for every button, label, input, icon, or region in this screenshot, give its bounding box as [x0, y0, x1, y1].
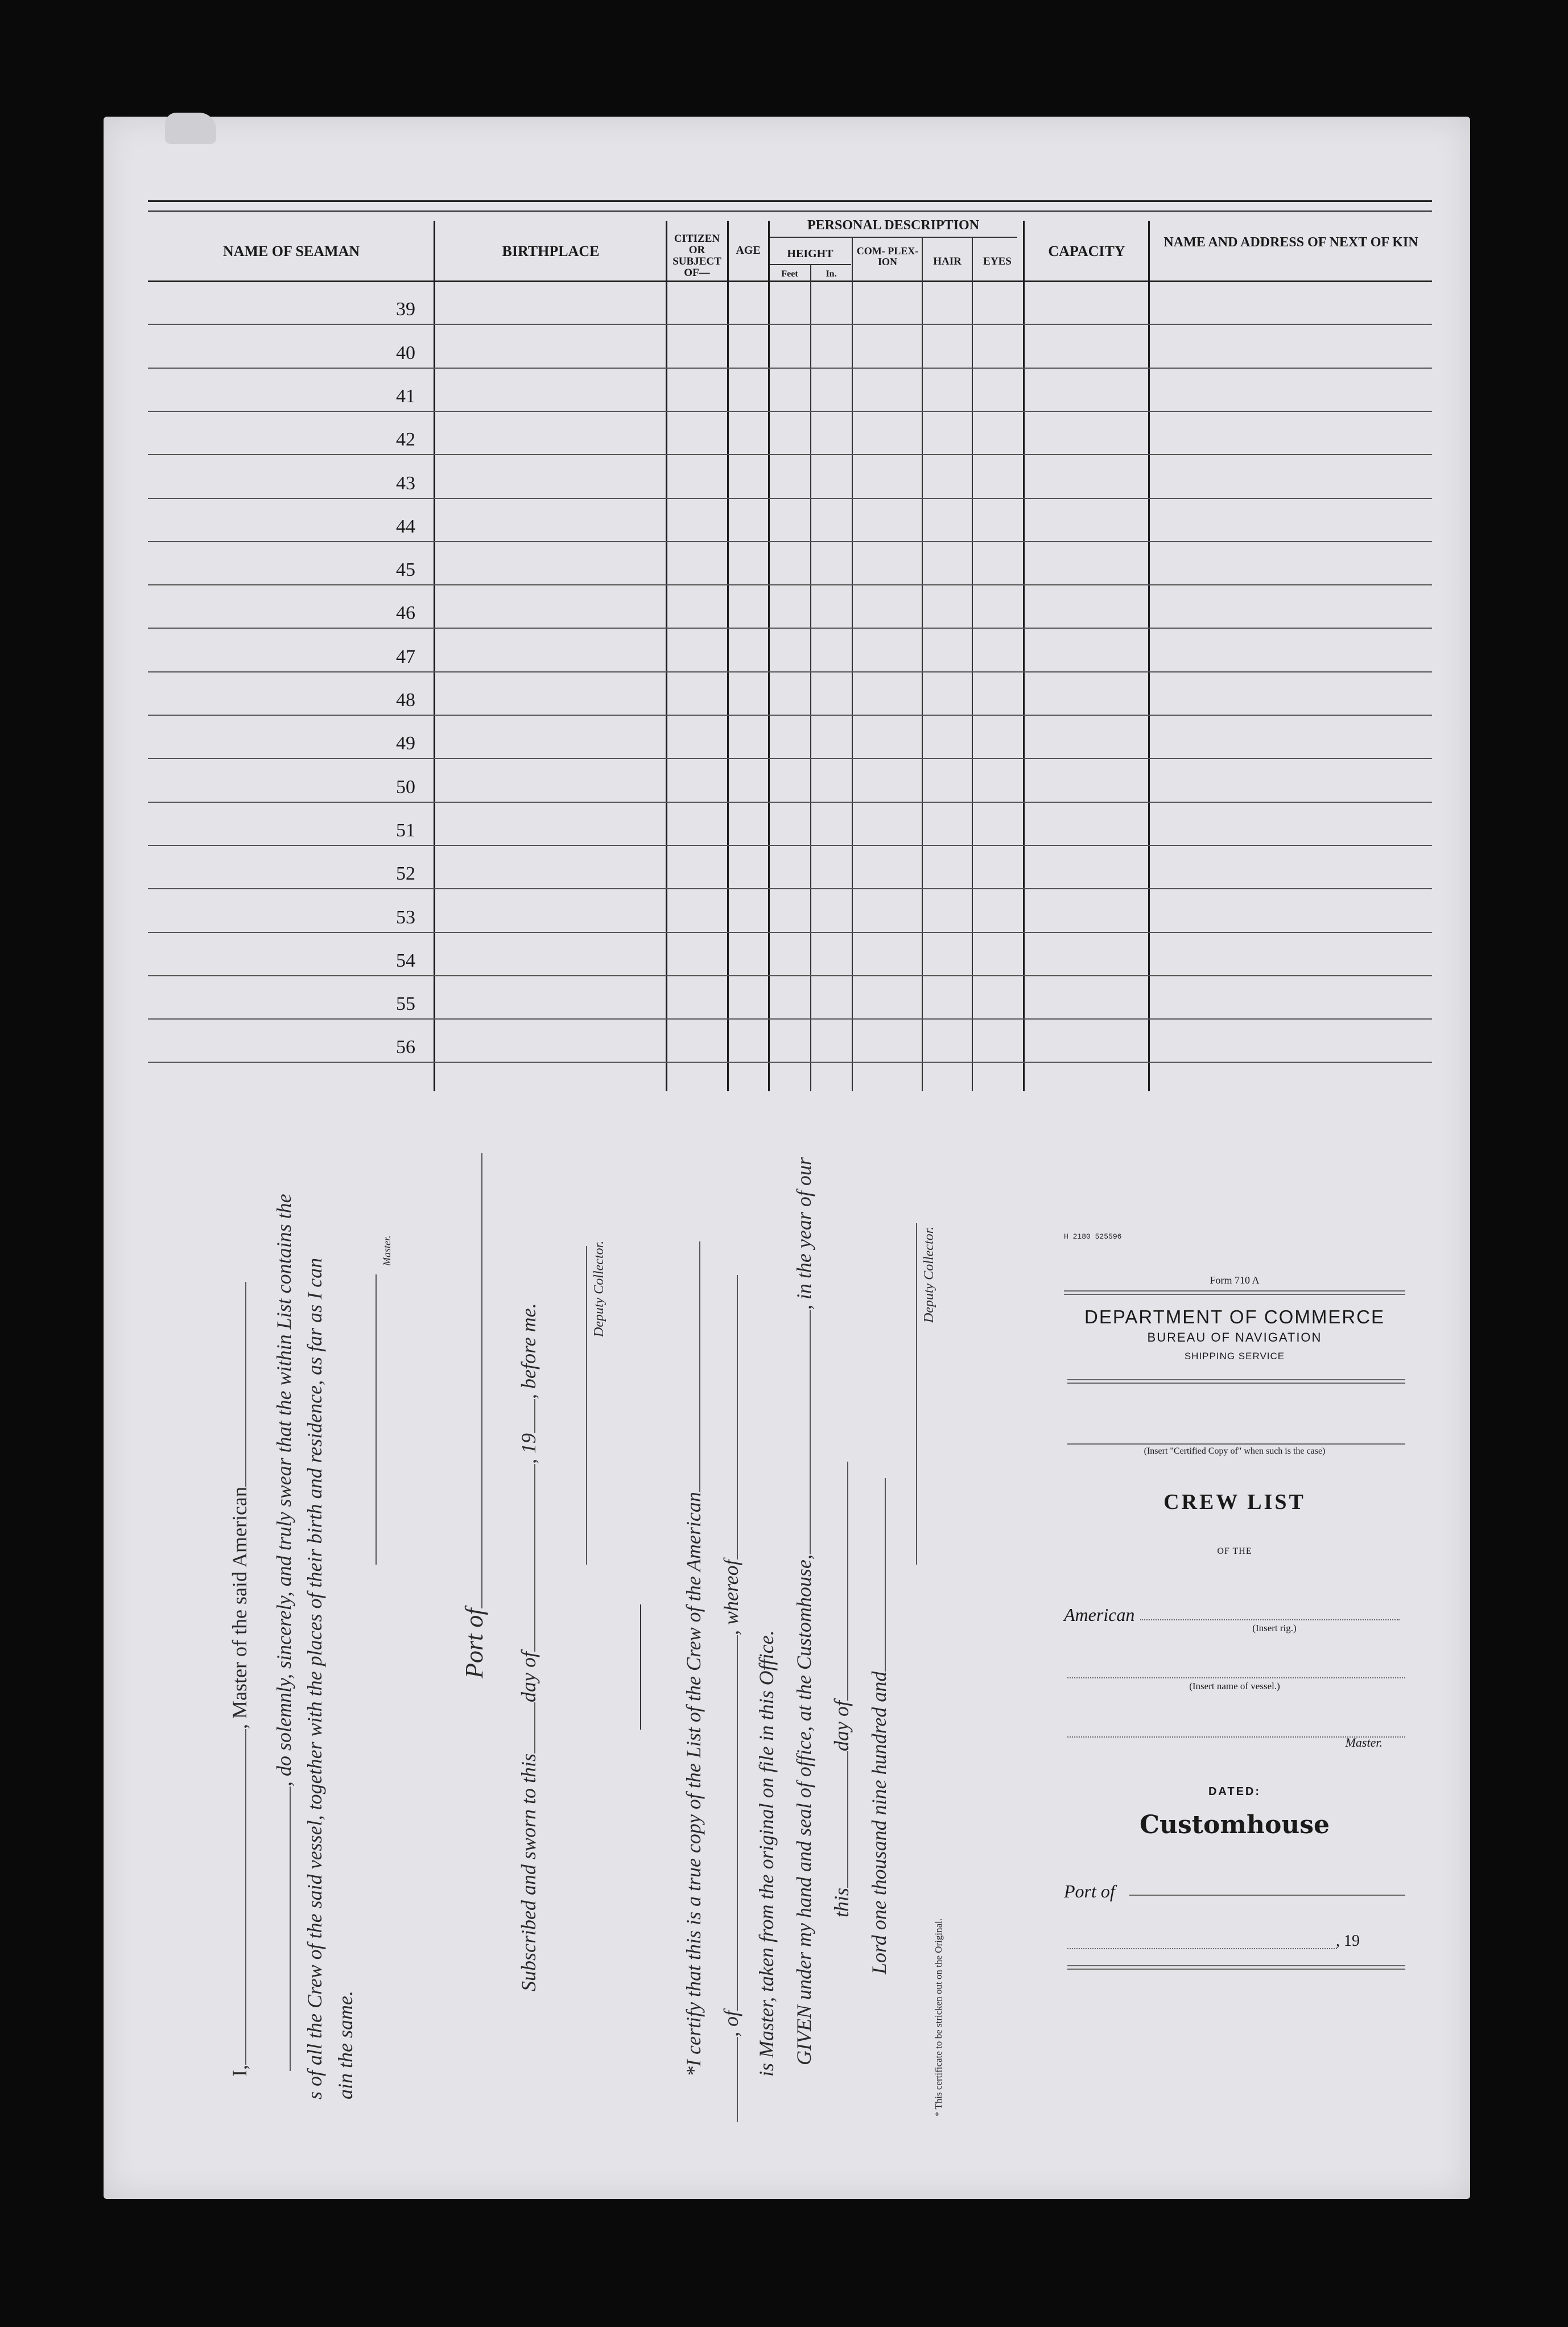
row-number: 56 — [396, 1037, 415, 1058]
top-rule — [148, 200, 1432, 202]
oath-subscribed: Subscribed and sworn to this — [517, 1753, 540, 1991]
col-divider — [1023, 221, 1025, 1091]
col-divider — [1148, 221, 1150, 1091]
row-number: 48 — [396, 690, 415, 711]
row-rule — [148, 498, 1432, 499]
row-rule — [148, 324, 1432, 325]
cert-year-of-our: , in the year of our — [793, 1157, 815, 1310]
row-rule — [148, 541, 1432, 542]
port-line — [1129, 1895, 1405, 1896]
section-divider — [640, 1604, 641, 1730]
row-rule — [148, 715, 1432, 716]
header-personal-description: PERSONAL DESCRIPTION — [807, 218, 980, 233]
oath-master-of-american: , Master of the said American — [228, 1487, 251, 1729]
row-rule — [148, 368, 1432, 369]
row-number: 53 — [396, 906, 415, 928]
panel-rule — [1067, 1383, 1405, 1384]
panel-bottom-rule — [1067, 1969, 1405, 1970]
oath-subscribed-line — [517, 1303, 540, 1991]
row-number: 51 — [396, 819, 415, 841]
print-code: H 2180 525596 — [1064, 1232, 1122, 1241]
header-eyes: EYES — [983, 255, 1012, 267]
cert-deputy-line — [916, 1223, 917, 1565]
port-of-label: Port of — [1064, 1881, 1115, 1901]
customhouse-label: Customhouse — [1139, 1810, 1330, 1839]
cert-true-copy: *I certify that this is a true copy of the List of the Crew of the American — [682, 1492, 705, 2077]
row-rule — [148, 1062, 1432, 1063]
col-divider — [434, 221, 435, 1091]
row-number: 43 — [396, 472, 415, 494]
cert-day-of: day of — [830, 1701, 853, 1751]
col-divider — [852, 237, 853, 1091]
oath-deputy-label: Deputy Collector. — [592, 1240, 606, 1337]
of-the-label: OF THE — [1217, 1546, 1252, 1556]
row-number: 44 — [396, 515, 415, 537]
row-number: 39 — [396, 299, 415, 320]
row-rule — [148, 845, 1432, 846]
cert-of: , of — [720, 2010, 742, 2037]
insert-copy-note: (Insert "Certified Copy of" when such is the case) — [1144, 1446, 1326, 1456]
cert-footnote: * This certificate to be stricken out on the Original. — [933, 1918, 944, 2116]
cert-whereof: , whereof — [720, 1559, 742, 1635]
certified-copy-line — [1067, 1443, 1405, 1445]
master-label: Master. — [1345, 1735, 1383, 1750]
oath-day-of: day of — [517, 1651, 540, 1702]
col-divider — [768, 221, 770, 1091]
form-number: Form 710 A — [1210, 1274, 1260, 1286]
insert-rig-note: (Insert rig.) — [1252, 1623, 1297, 1633]
cert-this: this — [830, 1887, 853, 1917]
date-19: , 19 — [1336, 1932, 1360, 1950]
dated-label: DATED: — [1208, 1785, 1261, 1798]
cert-given: GIVEN under my hand and seal of office, at the Customhouse, — [793, 1554, 815, 2065]
col-divider — [922, 237, 923, 1091]
row-number: 46 — [396, 603, 415, 624]
header-hair: HAIR — [933, 255, 962, 267]
oath-line-2 — [272, 1194, 296, 2071]
crew-list-title: CREW LIST — [1163, 1490, 1306, 1514]
cert-line-3: is Master, taken from the original on file in this Office. — [755, 1630, 778, 2077]
oath-i: I, — [228, 2065, 251, 2077]
col-divider — [810, 264, 811, 1091]
deputy-signature-line — [586, 1246, 587, 1565]
row-rule — [148, 888, 1432, 889]
col-divider — [972, 237, 973, 1091]
service-title: SHIPPING SERVICE — [1184, 1351, 1285, 1361]
american-label: American — [1064, 1604, 1135, 1625]
row-rule — [148, 758, 1432, 759]
panel-rule — [1067, 1379, 1405, 1380]
row-rule — [148, 411, 1432, 412]
cert-line-4 — [792, 1157, 816, 2065]
cert-line-6 — [867, 1478, 891, 1974]
rig-line — [1140, 1619, 1400, 1620]
row-number: 41 — [396, 385, 415, 407]
oath-line-4: ain the same. — [334, 1991, 357, 2099]
oath-line-3: s of all the Crew of the said vessel, together with the places of their birth and residence, as far as I can — [303, 1257, 326, 2099]
row-rule — [148, 1018, 1432, 1020]
col-divider — [666, 221, 667, 1091]
row-rule — [148, 975, 1432, 976]
insert-name-note: (Insert name of vessel.) — [1189, 1681, 1280, 1691]
row-rule — [148, 802, 1432, 803]
panel-rule — [1064, 1294, 1405, 1295]
row-number: 49 — [396, 733, 415, 754]
oath-port-of — [460, 1153, 489, 1678]
header-height: HEIGHT — [787, 247, 833, 260]
row-rule — [148, 932, 1432, 933]
top-rule-2 — [148, 211, 1432, 212]
cert-line-2 — [719, 1275, 743, 2122]
header-feet: Feet — [781, 269, 798, 279]
header-next-of-kin: NAME AND ADDRESS OF NEXT OF KIN — [1163, 235, 1418, 250]
oath-before-me: , before me. — [517, 1303, 540, 1399]
header-inches: In. — [826, 269, 837, 279]
header-age: AGE — [736, 244, 761, 257]
header-bottom-rule — [148, 280, 1432, 282]
row-number: 50 — [396, 776, 415, 798]
row-rule — [148, 454, 1432, 455]
header-complexion: COM- PLEX- ION — [856, 245, 919, 267]
department-title: DEPARTMENT OF COMMERCE — [1084, 1306, 1385, 1327]
torn-corner — [165, 113, 216, 144]
panel-rule — [1064, 1290, 1405, 1292]
row-number: 47 — [396, 646, 415, 667]
row-number: 52 — [396, 863, 415, 885]
cert-line-1 — [682, 1241, 705, 2077]
row-number: 55 — [396, 993, 415, 1015]
vessel-name-line — [1067, 1677, 1405, 1678]
oath-19: , 19 — [517, 1433, 540, 1464]
row-number: 45 — [396, 559, 415, 581]
bureau-title: BUREAU OF NAVIGATION — [1147, 1330, 1322, 1344]
header-name-of-seaman: NAME OF SEAMAN — [222, 243, 360, 259]
row-number: 42 — [396, 429, 415, 451]
panel-bottom-rule — [1067, 1965, 1405, 1966]
date-line — [1067, 1948, 1337, 1949]
header-birthplace: BIRTHPLACE — [502, 243, 600, 259]
master-signature-line — [376, 1274, 377, 1565]
row-number: 54 — [396, 950, 415, 971]
oath-port-label: Port of — [460, 1608, 488, 1678]
header-citizen: CITIZEN OR SUBJECT OF— — [672, 233, 721, 279]
row-rule — [148, 628, 1432, 629]
cert-line-5 — [830, 1462, 853, 1917]
oath-swear-text: , do solemnly, sincerely, and truly swear that the within List contains the — [273, 1194, 295, 1786]
row-rule — [148, 584, 1432, 585]
row-rule — [148, 671, 1432, 672]
oath-master-label: Master. — [381, 1235, 393, 1266]
oath-line-1 — [228, 1282, 251, 2077]
row-number: 40 — [396, 342, 415, 364]
col-divider — [727, 221, 729, 1091]
cert-deputy-label: Deputy Collector. — [922, 1226, 936, 1323]
header-capacity: CAPACITY — [1048, 243, 1125, 259]
cert-lord: Lord one thousand nine hundred and — [868, 1671, 890, 1974]
personal-desc-rule — [769, 237, 1017, 238]
